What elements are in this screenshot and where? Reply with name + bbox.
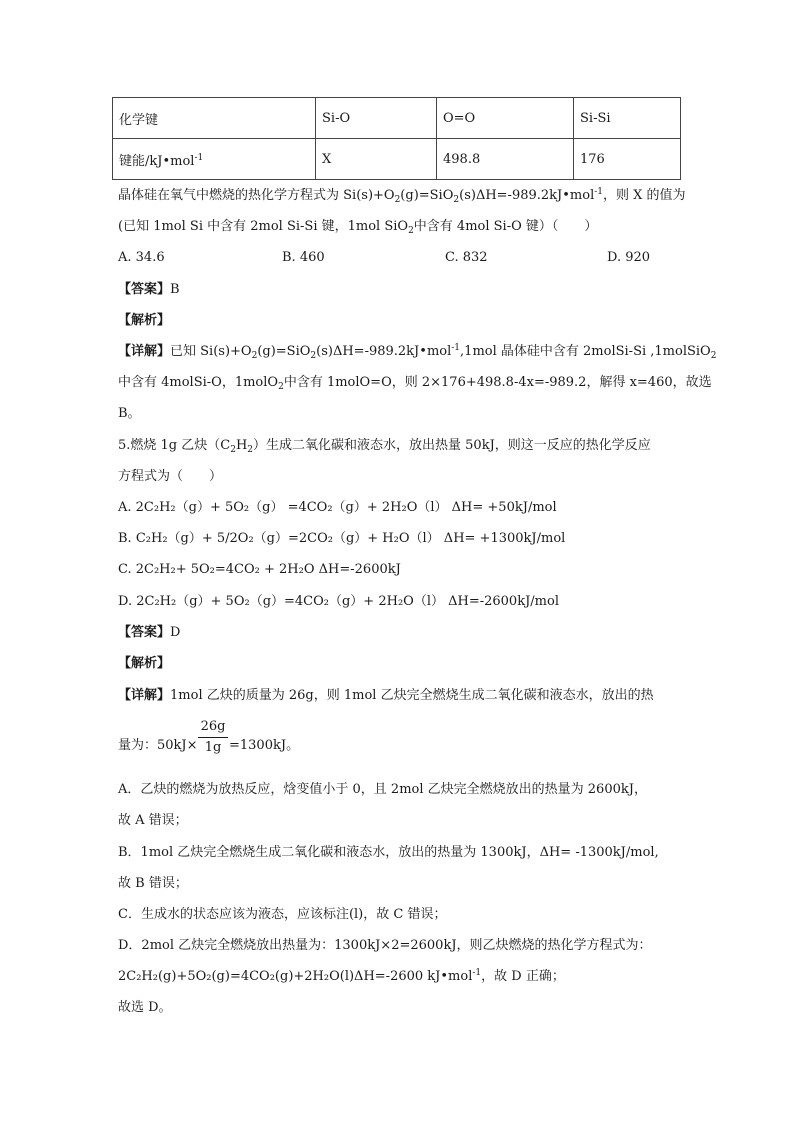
q5-detail-line-2: 量为：50kJ×: [118, 738, 198, 753]
q5-detail-result: =1300kJ。: [229, 738, 300, 753]
q5-analysis-d-2: 2C₂H₂(g)+5O₂(g)=4CO₂(g)+2H₂O(l)ΔH=-2600 kJ•mol$^{-1}$，故 D 正确；: [118, 968, 565, 984]
table-cell: 化学键: [113, 98, 316, 139]
q5-analysis-label: 【解析】: [118, 656, 171, 671]
table-row: [113, 139, 681, 180]
q5-analysis-a-2: 故 A 错误；: [118, 813, 188, 828]
q4-answer: 【答案】B: [118, 282, 180, 297]
q5-analysis-c: C．生成水的状态应该为液态，应该标注(l)，故 C 错误；: [118, 907, 447, 922]
table-cell: 176: [574, 139, 681, 180]
q4-option-c: C. 832: [445, 250, 488, 265]
table-cell: X: [316, 139, 437, 180]
q5-analysis-b-2: 故 B 错误；: [118, 876, 188, 891]
q4-option-a: A. 34.6: [118, 250, 165, 265]
q4-line-2: (已知 1mol Si 中含有 2mol Si-Si 键，1mol SiO$_2$中含有 4mol Si-O 键）（ ）: [118, 219, 598, 236]
q5-final-answer: 故选 D。: [118, 1000, 172, 1015]
fraction-denominator: 1g: [204, 740, 222, 755]
q5-option-c: C. 2C₂H₂+ 5O₂=4CO₂ + 2H₂O ΔH=-2600kJ: [118, 562, 401, 577]
table-cell: O=O: [437, 98, 574, 139]
q5-detail-line-1: 【详解】1mol 乙炔的质量为 26g，则 1mol 乙炔完全燃烧生成二氧化碳和液态水，放出的热: [118, 688, 654, 703]
q5-option-d: D. 2C₂H₂（g）+ 5O₂（g）=4CO₂（g）+ 2H₂O（l） ΔH=-2600kJ/mol: [118, 594, 559, 609]
q4-line-1: 晶体硅在氧气中燃烧的热化学方程式为 $Si(s)+O_2(g)=SiO_2(s)\Delta H=-989.2kJ•mol^{-1}$，则 X 的值为: [118, 187, 686, 205]
table-cell: 498.8: [437, 139, 574, 180]
q5-analysis-b-1: B．1mol 乙炔完全燃烧生成二氧化碳和液态水，放出的热量为 1300kJ，ΔH= -1300kJ/mol,: [118, 845, 659, 860]
table-cell: Si-O: [316, 98, 437, 139]
q5-option-a: A. 2C₂H₂（g）+ 5O₂（g） =4CO₂（g）+ 2H₂O（l） ΔH= +50kJ/mol: [118, 500, 557, 515]
fraction-bar: [198, 737, 228, 738]
q4-detail-line-1: 【详解】已知 $Si(s)+O_2(g)=SiO_2(s)\Delta H=-989.2kJ•mol^{-1},1mol$ 晶体硅中含有 2molSi-Si ,1molSiO$_2$: [118, 343, 717, 361]
table-header-row: [113, 98, 681, 139]
q4-detail-line-2: 中含有 4molSi-O，1molO$_2$中含有 1molO=O，则 2×176+498.8-4x=-989.2，解得 x=460，故选: [118, 375, 712, 392]
q5-analysis-a-1: A．乙炔的燃烧为放热反应，焓变值小于 0，且 2mol 乙炔完全燃烧放出的热量为 2600kJ，: [118, 782, 647, 797]
q5-analysis-d-1: D．2mol 乙炔完全燃烧放出热量为：1300kJ×2=2600kJ，则乙炔燃烧的热化学方程式为：: [118, 938, 652, 953]
q5-answer: 【答案】D: [118, 625, 181, 640]
fraction: [198, 718, 228, 757]
bond-energy-table: [112, 97, 681, 180]
q4-option-d: D. 920: [607, 250, 651, 265]
q4-option-b: B. 460: [282, 250, 325, 265]
table-cell: 键能/kJ•mol$^{-1}$: [113, 139, 316, 180]
q5-line-2: 方程式为（ ）: [118, 469, 223, 484]
q4-detail-line-3: B。: [118, 406, 141, 421]
table-cell: Si-Si: [574, 98, 681, 139]
q5-line-1: 5.燃烧 1g 乙炔$(C_2H_2)$生成二氧化碳和液态水，放出热量 50kJ，则这一反应的热化学反应: [118, 438, 651, 455]
q4-analysis-label: 【解析】: [118, 313, 171, 328]
q5-option-b: B. C₂H₂（g）+ 5/2O₂（g）=2CO₂（g）+ H₂O（l） ΔH= +1300kJ/mol: [118, 531, 566, 546]
fraction-numerator: 26g: [200, 719, 226, 734]
